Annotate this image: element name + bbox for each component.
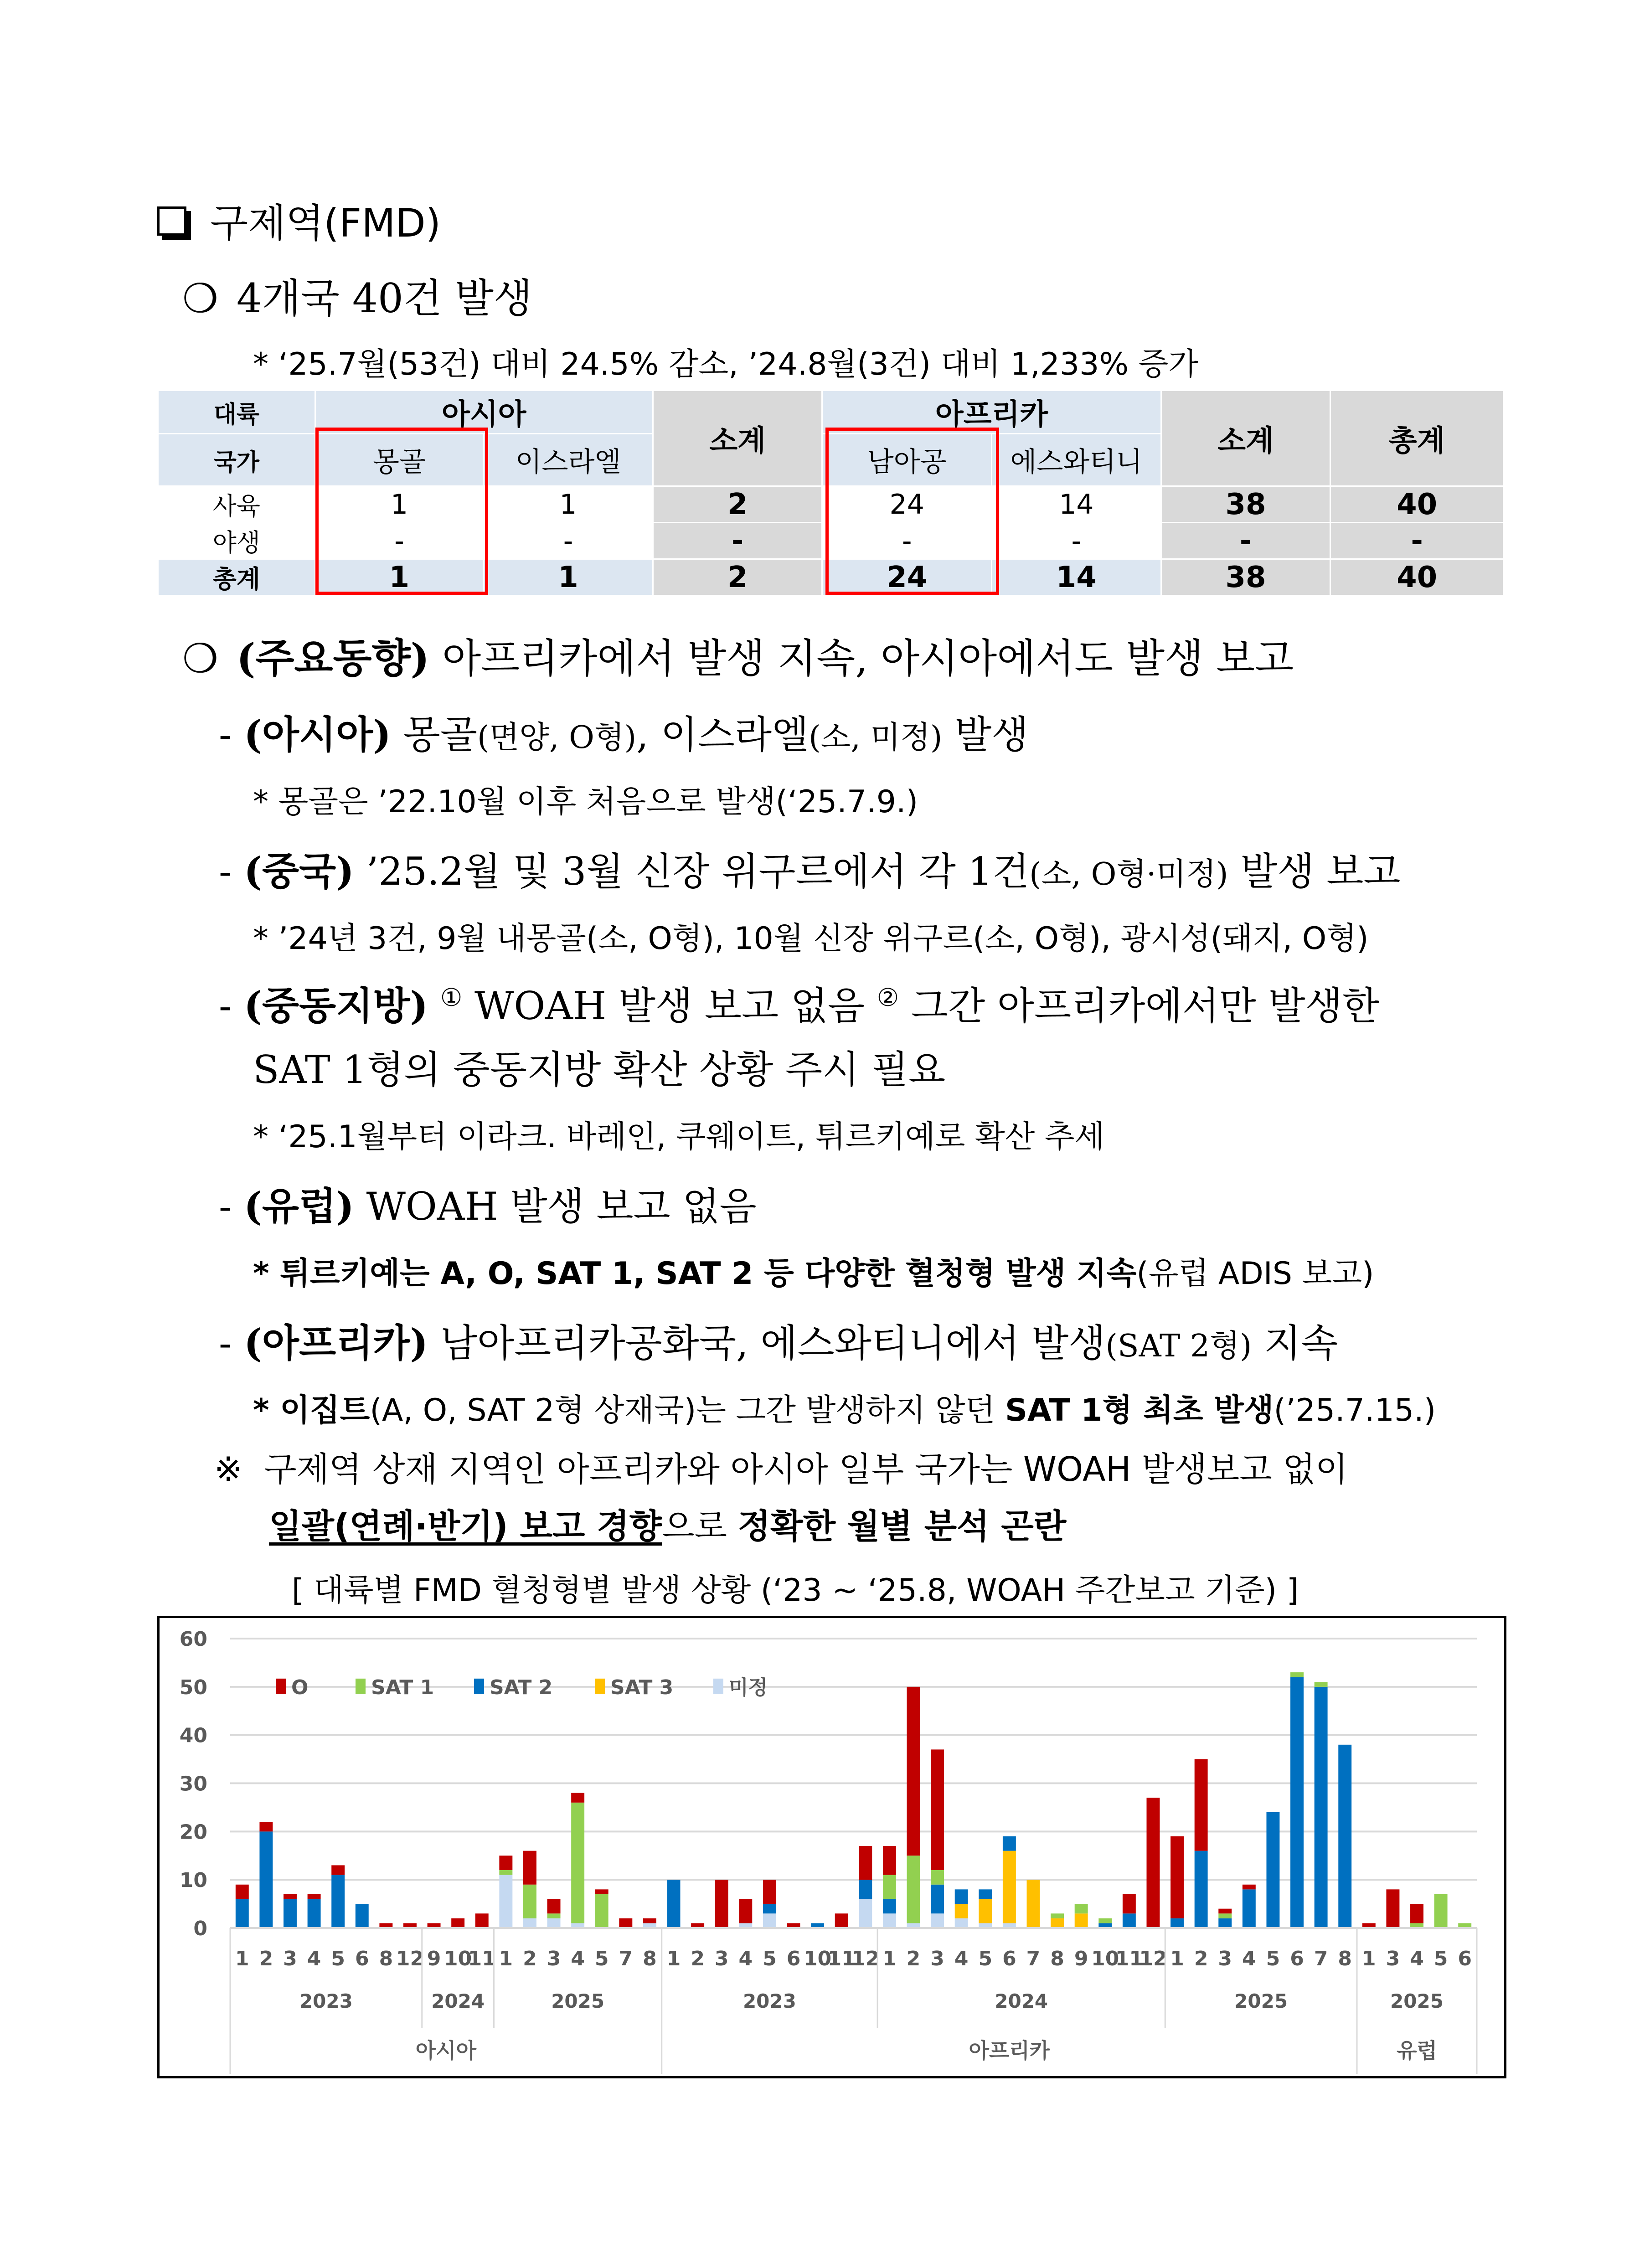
x-month-label: 6 — [1290, 1947, 1304, 1970]
bar-segment-o — [499, 1856, 512, 1870]
bar-segment-sat3 — [1075, 1913, 1088, 1928]
cell: - — [1330, 523, 1504, 559]
trend-middle-east-note: * ‘25.1월부터 이라크. 바레인, 쿠웨이트, 튀르키예로 확산 추세 — [253, 1119, 1105, 1155]
y-tick-label: 50 — [179, 1675, 207, 1699]
header-continent: 대륙 — [158, 391, 315, 434]
table-row-wild — [158, 523, 1504, 559]
x-month-label: 10 — [1091, 1947, 1119, 1970]
bar-segment-sat1 — [1051, 1913, 1064, 1918]
x-month-label: 8 — [1050, 1947, 1064, 1970]
header-country: 국가 — [158, 434, 315, 486]
cell: 2 — [653, 486, 822, 523]
bar-segment-o — [1146, 1798, 1160, 1928]
cell: 40 — [1330, 486, 1504, 523]
x-month-label: 4 — [1410, 1947, 1424, 1970]
bar-segment-o — [643, 1918, 656, 1923]
reference-mark: ※ — [214, 1450, 243, 1489]
bar-segment-o — [595, 1889, 608, 1894]
cell: 2 — [653, 559, 822, 596]
y-tick-label: 30 — [179, 1772, 207, 1796]
bar-segment-o — [308, 1894, 321, 1899]
x-month-label: 7 — [1314, 1947, 1328, 1970]
x-month-label: 1 — [499, 1947, 513, 1970]
cell: 1 — [484, 486, 653, 523]
bar-segment-o — [1170, 1836, 1184, 1918]
legend-label: SAT 2 — [490, 1675, 553, 1699]
legend-swatch — [356, 1679, 366, 1694]
x-month-label: 5 — [1266, 1947, 1280, 1970]
checkbox-square-icon — [157, 206, 186, 236]
bar-segment-sat2 — [1218, 1918, 1232, 1928]
bar-segment-o — [1410, 1904, 1423, 1923]
x-month-label: 3 — [1218, 1947, 1232, 1970]
bar-segment-sat2 — [955, 1889, 968, 1904]
bar-segment-sat1 — [499, 1870, 512, 1875]
bar-segment-sat1 — [595, 1894, 608, 1928]
cell: 1 — [315, 486, 484, 523]
bar-segment-sat2 — [1003, 1836, 1016, 1851]
legend-label: 미정 — [729, 1675, 768, 1699]
y-tick-label: 60 — [179, 1628, 207, 1651]
bar-segment-sat1 — [571, 1803, 584, 1923]
legend-swatch — [474, 1679, 484, 1694]
bar-segment-sat1 — [1290, 1672, 1304, 1677]
cell: 14 — [992, 559, 1161, 596]
bar-segment-sat2 — [763, 1904, 776, 1913]
bar-segment-o — [739, 1899, 752, 1923]
x-month-label: 12 — [1139, 1947, 1167, 1970]
x-month-label: 12 — [851, 1947, 880, 1970]
bar-segment-sat1 — [1218, 1913, 1232, 1918]
cell: - — [992, 523, 1161, 559]
bar-segment-미정 — [499, 1875, 512, 1928]
x-month-label: 5 — [594, 1947, 609, 1970]
summary-headline: ❍ 4개국 40건 발생 — [182, 275, 532, 322]
bar-segment-미정 — [883, 1913, 896, 1928]
x-month-label: 7 — [1026, 1947, 1041, 1970]
bar-segment-o — [763, 1880, 776, 1904]
trend-china-note: * ’24년 3건, 9월 내몽골(소, O형), 10월 신장 위구르(소, O형), 광시성(돼지, O형) — [253, 921, 1369, 957]
bar-segment-o — [236, 1885, 249, 1899]
trend-africa: - (아프리카) 남아프리카공화국, 에스와티니에서 발생(SAT 2형) 지속 — [219, 1320, 1338, 1366]
x-month-label: 3 — [1386, 1947, 1400, 1970]
y-tick-label: 10 — [179, 1869, 207, 1892]
bar-segment-sat3 — [1027, 1880, 1040, 1928]
x-month-label: 11 — [827, 1947, 856, 1970]
x-month-label: 7 — [619, 1947, 633, 1970]
legend-swatch — [276, 1679, 286, 1694]
bar-segment-sat2 — [308, 1899, 321, 1928]
circle-bullet-icon: ❍ — [182, 275, 218, 322]
x-month-label: 3 — [283, 1947, 297, 1970]
x-month-label: 1 — [882, 1947, 897, 1970]
x-month-label: 4 — [738, 1947, 753, 1970]
x-month-label: 4 — [571, 1947, 585, 1970]
bar-segment-sat1 — [907, 1856, 920, 1923]
outbreak-table — [157, 390, 1504, 596]
bar-segment-sat3 — [979, 1899, 992, 1923]
legend-label: O — [291, 1675, 309, 1699]
trend-middle-east: - (중동지방) ① WOAH 발생 보고 없음 ② 그간 아프리카에서만 발생한 — [219, 983, 1380, 1028]
x-year-label: 2025 — [1234, 1990, 1288, 2012]
x-month-label: 6 — [355, 1947, 369, 1970]
bar-segment-미정 — [955, 1918, 968, 1928]
bar-segment-o — [523, 1851, 536, 1885]
x-year-label: 2025 — [1390, 1990, 1444, 2012]
x-month-label: 9 — [1074, 1947, 1088, 1970]
x-month-label: 8 — [1338, 1947, 1352, 1970]
x-month-label: 8 — [379, 1947, 393, 1970]
cell: 40 — [1330, 559, 1504, 596]
x-month-label: 3 — [714, 1947, 729, 1970]
bar-segment-o — [1386, 1889, 1399, 1928]
x-month-label: 9 — [427, 1947, 441, 1970]
bar-segment-미정 — [763, 1913, 776, 1928]
bar-segment-sat2 — [1170, 1918, 1184, 1928]
legend-swatch — [595, 1679, 605, 1694]
circled-two: ② — [877, 983, 899, 1012]
bar-segment-sat2 — [1123, 1913, 1136, 1928]
header-africa: 아프리카 — [822, 391, 1161, 434]
legend-label: SAT 1 — [371, 1675, 434, 1699]
bar-segment-o — [547, 1899, 561, 1914]
cell: 14 — [992, 486, 1161, 523]
row-label: 사육 — [158, 486, 315, 523]
x-month-label: 1 — [235, 1947, 249, 1970]
bar-segment-o — [835, 1913, 848, 1928]
bar-segment-o — [1123, 1894, 1136, 1913]
section-title-text: 구제역(FMD) — [210, 201, 441, 246]
x-month-label: 1 — [666, 1947, 681, 1970]
bar-segment-o — [619, 1918, 632, 1928]
trend-asia: - (아시아) 몽골(면양, O형), 이스라엘(소, 미정) 발생 — [219, 712, 1029, 757]
cell: 1 — [315, 559, 484, 596]
x-month-label: 8 — [643, 1947, 657, 1970]
bar-segment-o — [1195, 1759, 1208, 1851]
x-continent-label: 아프리카 — [969, 2038, 1050, 2063]
fmd-serotype-chart — [160, 1618, 1504, 2076]
bar-segment-o — [859, 1846, 872, 1880]
bar-segment-o — [259, 1822, 273, 1831]
trend-africa-note: * 이집트(A, O, SAT 2형 상재국)는 그간 발생하지 않던 SAT 1형 최초 발생(’25.7.15.) — [253, 1392, 1436, 1428]
table-row-domestic — [158, 486, 1504, 523]
x-year-label: 2023 — [742, 1990, 796, 2012]
x-month-label: 3 — [930, 1947, 944, 1970]
remark-line1: ※ 구제역 상재 지역인 아프리카와 아시아 일부 국가는 WOAH 발생보고 없이 — [214, 1450, 1348, 1489]
trend-middle-east-cont: SAT 1형의 중동지방 확산 상황 주시 필요 — [253, 1047, 946, 1092]
bar-segment-sat2 — [331, 1875, 345, 1928]
bar-segment-sat1 — [547, 1913, 561, 1918]
x-year-label: 2024 — [431, 1990, 485, 2012]
country-south-africa: 남아공 — [822, 434, 992, 486]
trend-china: - (중국) ’25.2월 및 3월 신장 위구르에서 각 1건(소, O형·미정) 발생 보고 — [219, 849, 1401, 894]
bar-segment-o — [284, 1894, 297, 1899]
x-month-label: 10 — [444, 1947, 472, 1970]
x-month-label: 4 — [954, 1947, 969, 1970]
bar-segment-sat1 — [1098, 1918, 1112, 1923]
bar-segment-sat1 — [1434, 1894, 1448, 1928]
bar-segment-o — [715, 1880, 728, 1928]
bar-segment-o — [931, 1749, 944, 1870]
bar-segment-미정 — [547, 1918, 561, 1928]
cell: 38 — [1161, 486, 1330, 523]
bar-segment-sat2 — [1195, 1851, 1208, 1928]
bar-segment-o — [883, 1846, 896, 1875]
x-month-label: 5 — [763, 1947, 777, 1970]
trend-europe-note: * 튀르키예는 A, O, SAT 1, SAT 2 등 다양한 혈청형 발생 지속(유럽 ADIS 보고) — [253, 1256, 1374, 1292]
bar-segment-sat1 — [931, 1870, 944, 1885]
legend-label: SAT 3 — [610, 1675, 674, 1699]
bar-segment-sat2 — [979, 1889, 992, 1899]
bar-segment-sat1 — [523, 1885, 536, 1918]
chart-frame — [157, 1616, 1506, 2078]
row-label: 야생 — [158, 523, 315, 559]
y-tick-label: 20 — [179, 1820, 207, 1844]
table-row-total — [158, 559, 1504, 596]
x-month-label: 1 — [1170, 1947, 1184, 1970]
bar-segment-sat2 — [1338, 1745, 1351, 1928]
bar-segment-sat3 — [1003, 1851, 1016, 1923]
circle-bullet-icon: ❍ — [182, 635, 218, 682]
x-month-label: 2 — [523, 1947, 537, 1970]
bar-segment-o — [331, 1865, 345, 1875]
summary-note: * ‘25.7월(53건) 대비 24.5% 감소, ’24.8월(3건) 대비 1,233% 증가 — [253, 346, 1199, 382]
bar-segment-o — [907, 1687, 920, 1856]
cell: - — [315, 523, 484, 559]
bar-segment-미정 — [859, 1899, 872, 1928]
x-year-label: 2024 — [995, 1990, 1048, 2012]
bar-segment-sat2 — [259, 1831, 273, 1928]
trend-asia-note: * 몽골은 ’22.10월 이후 처음으로 발생(‘25.7.9.) — [253, 784, 918, 820]
cell: 24 — [822, 559, 992, 596]
cell: 24 — [822, 486, 992, 523]
header-asia: 아시아 — [315, 391, 653, 434]
x-year-label: 2025 — [551, 1990, 605, 2012]
header-grand-total: 총계 — [1330, 391, 1504, 486]
x-month-label: 11 — [1115, 1947, 1143, 1970]
x-month-label: 1 — [1362, 1947, 1376, 1970]
bar-segment-sat2 — [1315, 1687, 1328, 1928]
bar-segment-sat2 — [931, 1885, 944, 1914]
x-month-label: 5 — [1433, 1947, 1448, 1970]
cell: 1 — [484, 559, 653, 596]
bar-segment-o — [1218, 1909, 1232, 1914]
y-tick-label: 0 — [193, 1917, 207, 1940]
bar-segment-sat3 — [955, 1904, 968, 1918]
bar-segment-sat2 — [859, 1880, 872, 1899]
bar-segment-sat3 — [1051, 1918, 1064, 1928]
trend-europe: - (유럽) WOAH 발생 보고 없음 — [219, 1184, 757, 1229]
bar-segment-sat2 — [284, 1899, 297, 1928]
x-month-label: 2 — [691, 1947, 705, 1970]
remark-line2: 일괄(연례·반기) 보고 경향으로 정확한 월별 분석 곤란 — [269, 1507, 1067, 1546]
bar-segment-sat2 — [1266, 1812, 1279, 1928]
country-israel: 이스라엘 — [484, 434, 653, 486]
chart-caption: [ 대륙별 FMD 혈청형별 발생 상황 (‘23 ~ ‘25.8, WOAH 주간보고 기준) ] — [292, 1572, 1299, 1608]
x-month-label: 12 — [396, 1947, 424, 1970]
cell: - — [1161, 523, 1330, 559]
bar-segment-sat2 — [356, 1904, 369, 1928]
header-asia-subtotal: 소계 — [653, 391, 822, 486]
x-month-label: 2 — [1194, 1947, 1208, 1970]
x-year-label: 2023 — [299, 1990, 353, 2012]
bar-segment-미정 — [931, 1913, 944, 1928]
country-mongolia: 몽골 — [315, 434, 484, 486]
x-continent-label: 아시아 — [415, 2038, 477, 2063]
x-continent-label: 유럽 — [1397, 2038, 1437, 2063]
bar-segment-o — [1243, 1885, 1256, 1890]
bar-segment-sat2 — [1243, 1889, 1256, 1928]
country-eswatini: 에스와티니 — [992, 434, 1161, 486]
cell: - — [822, 523, 992, 559]
trends-headline: ❍ (주요동향) 아프리카에서 발생 지속, 아시아에서도 발생 보고 — [182, 634, 1294, 682]
bar-segment-sat2 — [236, 1899, 249, 1928]
bar-segment-sat1 — [1075, 1904, 1088, 1913]
cell: - — [484, 523, 653, 559]
bar-segment-sat1 — [883, 1875, 896, 1899]
x-month-label: 4 — [1242, 1947, 1256, 1970]
x-month-label: 11 — [468, 1947, 496, 1970]
bar-segment-미정 — [523, 1918, 536, 1928]
x-month-label: 10 — [803, 1947, 832, 1970]
x-month-label: 4 — [307, 1947, 321, 1970]
x-month-label: 6 — [1458, 1947, 1472, 1970]
bar-segment-sat2 — [883, 1899, 896, 1914]
bar-segment-sat2 — [667, 1880, 681, 1928]
legend-swatch — [713, 1679, 723, 1694]
cell: 38 — [1161, 559, 1330, 596]
circled-one: ① — [440, 983, 463, 1012]
section-title — [157, 191, 441, 248]
bar-segment-o — [451, 1918, 464, 1928]
bar-segment-o — [475, 1913, 489, 1928]
x-month-label: 5 — [978, 1947, 993, 1970]
x-month-label: 3 — [547, 1947, 561, 1970]
header-africa-subtotal: 소계 — [1161, 391, 1330, 486]
x-month-label: 2 — [259, 1947, 273, 1970]
x-month-label: 5 — [331, 1947, 345, 1970]
x-month-label: 6 — [1002, 1947, 1016, 1970]
y-tick-label: 40 — [179, 1724, 207, 1747]
bar-segment-sat2 — [1290, 1677, 1304, 1928]
cell: - — [653, 523, 822, 559]
row-label: 총계 — [158, 559, 315, 596]
x-month-label: 6 — [786, 1947, 801, 1970]
x-month-label: 2 — [906, 1947, 921, 1970]
bar-segment-sat1 — [1315, 1682, 1328, 1687]
bar-segment-o — [571, 1793, 584, 1803]
